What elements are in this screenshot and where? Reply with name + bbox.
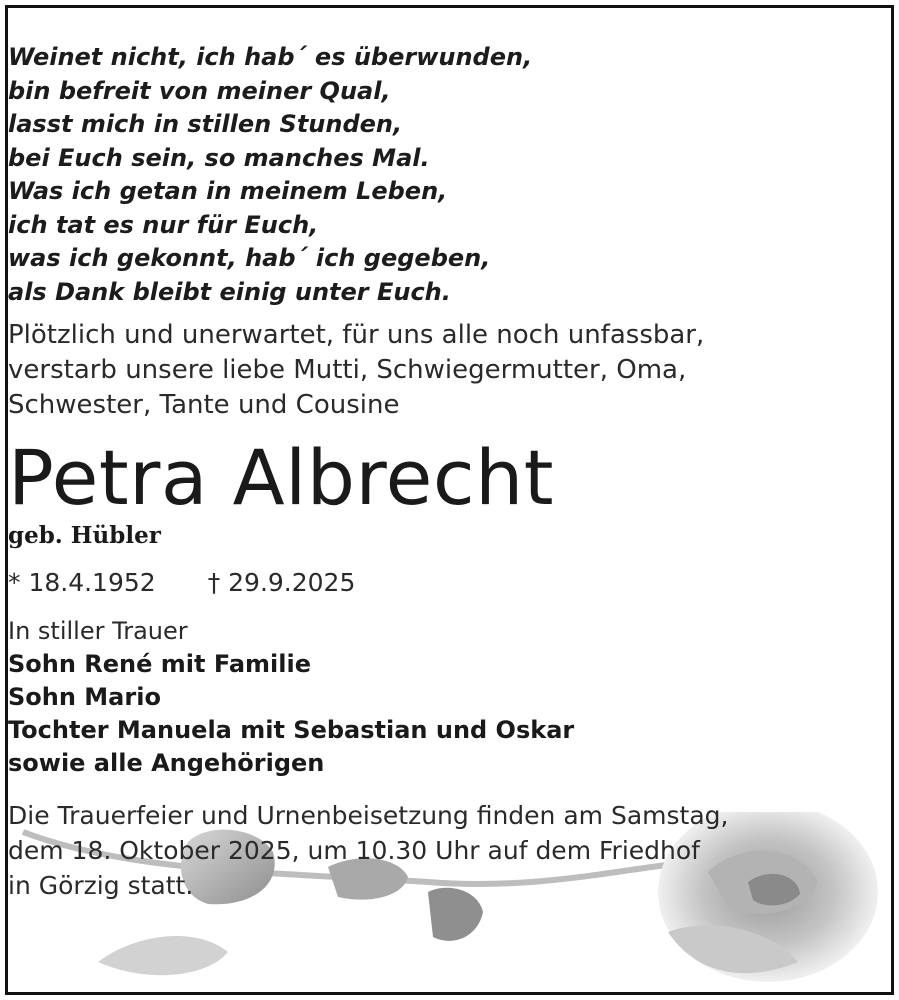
intro-line: Schwester, Tante und Cousine <box>8 390 400 420</box>
poem <box>8 41 891 309</box>
service-line: in Görzig statt. <box>8 871 194 900</box>
deceased-name: Petra Albrecht <box>8 433 555 522</box>
intro-text <box>8 318 891 423</box>
intro-line: verstarb unsere liebe Mutti, Schwiegermutter, Oma, <box>8 355 687 385</box>
poem-line: ich tat es nur für Euch, <box>8 210 319 239</box>
mourner: Sohn René mit Familie <box>8 650 311 678</box>
mourning-lead: In stiller Trauer <box>8 617 188 645</box>
birth-date: * 18.4.1952 <box>8 568 156 597</box>
obituary-frame <box>5 5 894 995</box>
intro-line: Plötzlich und unerwartet, für uns alle noch unfassbar, <box>8 320 705 350</box>
poem-line: bin befreit von meiner Qual, <box>8 76 391 105</box>
life-dates <box>8 567 891 599</box>
mourners <box>8 615 891 780</box>
service-info <box>8 798 891 903</box>
service-line: dem 18. Oktober 2025, um 10.30 Uhr auf dem Friedhof <box>8 836 700 865</box>
poem-line: Weinet nicht, ich hab´ es überwunden, <box>8 43 533 71</box>
mourner: Sohn Mario <box>8 683 161 711</box>
mourner: Tochter Manuela mit Sebastian und Oskar <box>8 716 575 744</box>
mourner: sowie alle Angehörigen <box>8 749 325 777</box>
poem-line: bei Euch sein, so manches Mal. <box>8 143 430 172</box>
poem-line: lasst mich in stillen Stunden, <box>8 110 403 138</box>
service-line: Die Trauerfeier und Urnenbeisetzung finden am Samstag, <box>8 801 729 830</box>
poem-line: Was ich getan in meinem Leben, <box>8 177 448 205</box>
poem-line: was ich gekonnt, hab´ ich gegeben, <box>8 244 491 272</box>
maiden-name: geb. Hübler <box>8 522 161 549</box>
death-date: † 29.9.2025 <box>207 568 356 597</box>
poem-line: als Dank bleibt einig unter Euch. <box>8 277 451 306</box>
